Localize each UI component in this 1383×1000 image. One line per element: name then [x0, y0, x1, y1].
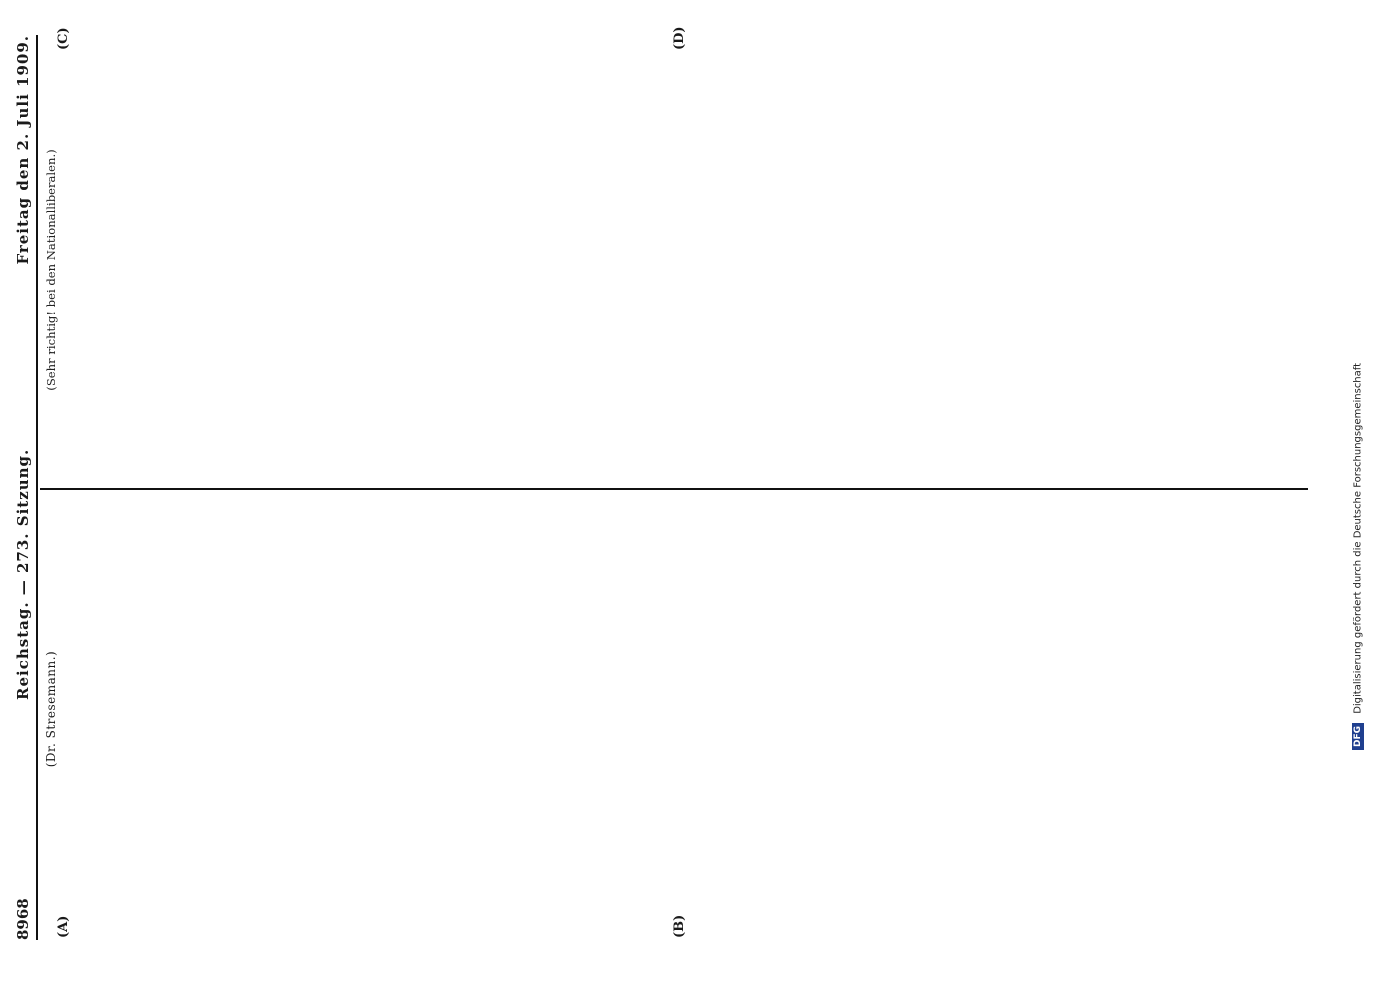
page-number: 8968	[14, 898, 32, 940]
margin-mark-b: (B)	[672, 914, 687, 938]
speaker-label: (Dr. Stresemann.)	[44, 650, 58, 768]
footer	[1352, 0, 1372, 750]
margin-mark-c: (C)	[56, 27, 71, 50]
margin-mark-a: (A)	[56, 915, 71, 938]
header-date: Freitag den 2. Juli 1909.	[14, 35, 32, 265]
footer-credit: Digitalisierung gefördert durch die Deutsche Forschungsgemeinschaft	[1352, 362, 1364, 714]
margin-mark-d: (D)	[672, 26, 687, 50]
header-title: Reichstag. — 273. Sitzung.	[14, 448, 32, 700]
left-column	[44, 500, 1304, 918]
paragraph: (Sehr richtig! bei den Nationalliberalen.)	[44, 149, 58, 391]
dfg-logo: DFG	[1352, 723, 1364, 750]
right-column	[44, 60, 1304, 480]
header-rule	[36, 35, 38, 940]
page-header	[8, 35, 38, 940]
column-divider	[40, 488, 1308, 490]
